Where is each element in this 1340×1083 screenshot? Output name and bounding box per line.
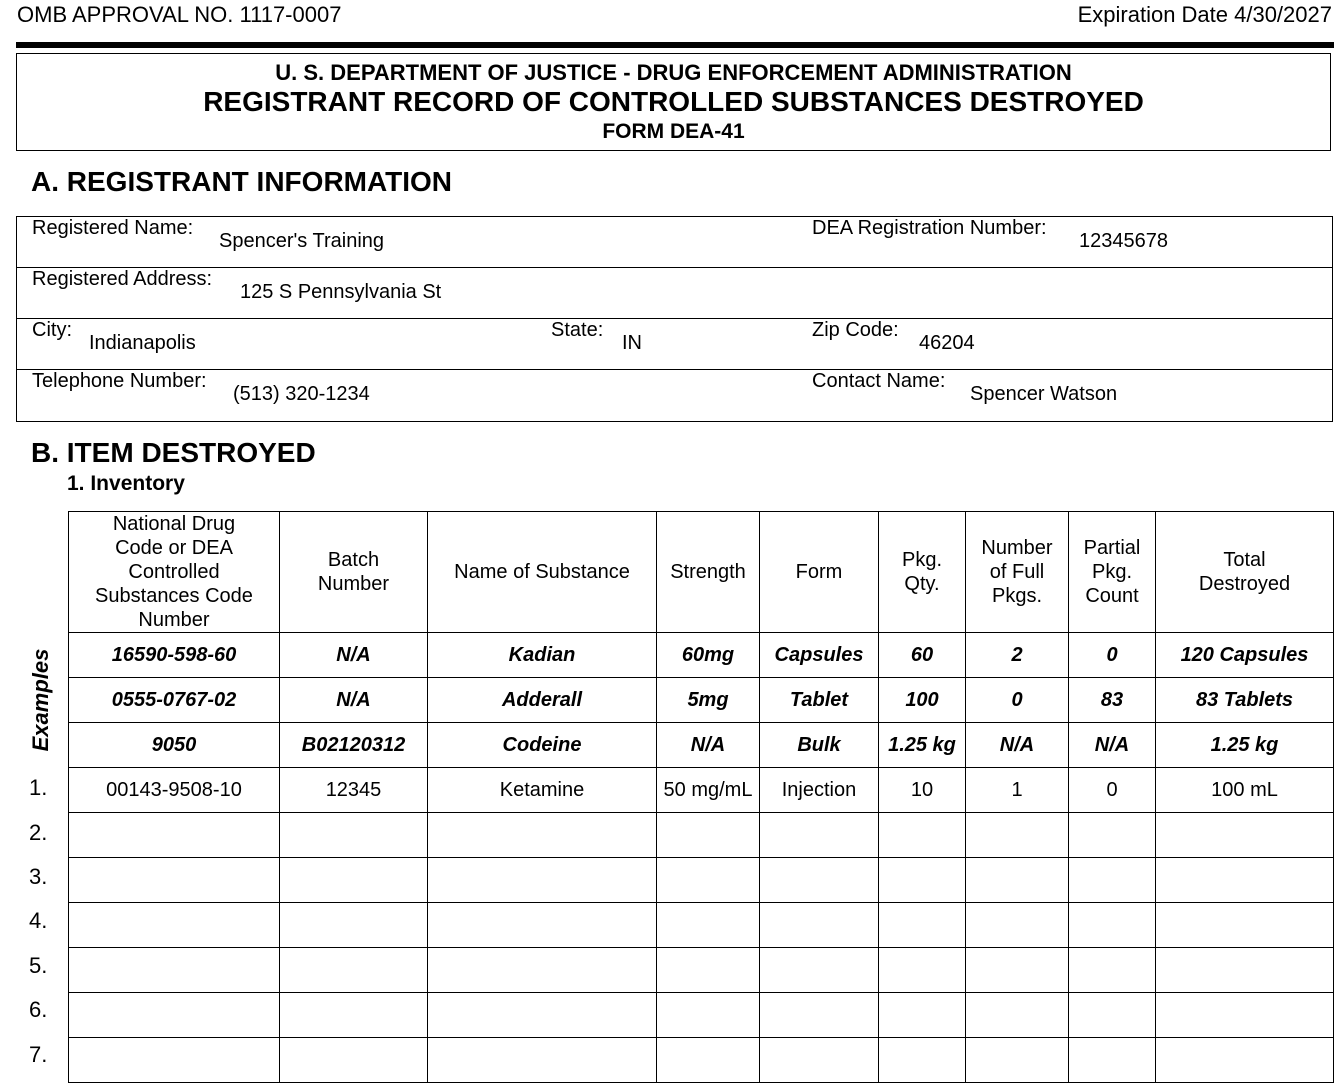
- cell-batch-number[interactable]: 12345: [280, 768, 428, 813]
- cell-full-pkgs[interactable]: [966, 993, 1069, 1038]
- cell-ndc-code[interactable]: [69, 813, 280, 858]
- cell-total-destroyed[interactable]: [1156, 813, 1334, 858]
- form-title-box: [16, 53, 1331, 151]
- cell-pkg-qty[interactable]: [879, 948, 966, 993]
- cell-pkg-qty[interactable]: [879, 903, 966, 948]
- cell-pkg-qty[interactable]: 10: [879, 768, 966, 813]
- state-label: State:: [551, 319, 604, 341]
- registered-address-label: Registered Address:: [32, 268, 213, 290]
- table-row: [69, 903, 1334, 948]
- telephone-label: Telephone Number:: [32, 370, 207, 392]
- cell-strength[interactable]: [657, 903, 760, 948]
- table-row: [69, 1038, 1334, 1083]
- city-field[interactable]: Indianapolis: [89, 332, 196, 354]
- row-number: 7.: [29, 1041, 48, 1067]
- cell-pkg-qty[interactable]: [879, 1038, 966, 1083]
- cell-strength[interactable]: [657, 1038, 760, 1083]
- cell-full-pkgs[interactable]: [966, 858, 1069, 903]
- inventory-header-row: [69, 512, 1334, 633]
- cell-total-destroyed[interactable]: [1156, 858, 1334, 903]
- contact-name-label: Contact Name:: [812, 370, 946, 392]
- example-row: [69, 633, 1334, 678]
- cell-form[interactable]: [760, 903, 879, 948]
- example-cell-substance-name: Kadian: [428, 633, 657, 678]
- example-cell-strength: 5mg: [657, 678, 760, 723]
- cell-full-pkgs[interactable]: [966, 813, 1069, 858]
- example-cell-substance-name: Codeine: [428, 723, 657, 768]
- cell-pkg-qty[interactable]: [879, 993, 966, 1038]
- registered-name-field[interactable]: Spencer's Training: [219, 230, 385, 252]
- cell-form[interactable]: Injection: [760, 768, 879, 813]
- cell-partial-pkg-count[interactable]: [1069, 858, 1156, 903]
- dea-number-label: DEA Registration Number:: [812, 217, 1047, 239]
- row-number: 5.: [29, 952, 48, 978]
- cell-form[interactable]: [760, 813, 879, 858]
- example-cell-form: Bulk: [760, 723, 879, 768]
- cell-pkg-qty[interactable]: [879, 858, 966, 903]
- registered-address-field[interactable]: 125 S Pennsylvania St: [240, 281, 442, 303]
- cell-strength[interactable]: [657, 813, 760, 858]
- registrant-row-contact: [17, 370, 1332, 421]
- dea-number-field[interactable]: 12345678: [1079, 230, 1168, 252]
- cell-full-pkgs[interactable]: [966, 1038, 1069, 1083]
- cell-substance-name[interactable]: [428, 903, 657, 948]
- cell-strength[interactable]: [657, 993, 760, 1038]
- table-row: [69, 768, 1334, 813]
- city-label: City:: [32, 319, 72, 341]
- form-number: FORM DEA-41: [602, 120, 745, 143]
- example-cell-partial-pkg-count: 0: [1069, 633, 1156, 678]
- cell-batch-number[interactable]: [280, 903, 428, 948]
- cell-substance-name[interactable]: Ketamine: [428, 768, 657, 813]
- example-cell-form: Tablet: [760, 678, 879, 723]
- row-number: 1.: [29, 775, 48, 801]
- section-a-heading: A. REGISTRANT INFORMATION: [31, 166, 453, 197]
- telephone-field[interactable]: (513) 320-1234: [233, 383, 370, 405]
- cell-substance-name[interactable]: [428, 858, 657, 903]
- example-cell-batch-number: B02120312: [280, 723, 428, 768]
- examples-label: Examples: [28, 648, 53, 752]
- example-cell-ndc-code: 9050: [69, 723, 280, 768]
- zip-field[interactable]: 46204: [919, 332, 975, 354]
- example-cell-total-destroyed: 83 Tablets: [1156, 678, 1334, 723]
- row-number: 4.: [29, 908, 48, 934]
- cell-full-pkgs[interactable]: 1: [966, 768, 1069, 813]
- cell-total-destroyed[interactable]: 100 mL: [1156, 768, 1334, 813]
- row-number: 6.: [29, 997, 48, 1023]
- cell-form[interactable]: [760, 948, 879, 993]
- cell-ndc-code[interactable]: 00143-9508-10: [69, 768, 280, 813]
- cell-substance-name[interactable]: [428, 813, 657, 858]
- cell-partial-pkg-count[interactable]: 0: [1069, 768, 1156, 813]
- cell-strength[interactable]: [657, 858, 760, 903]
- example-cell-ndc-code: 16590-598-60: [69, 633, 280, 678]
- cell-partial-pkg-count[interactable]: [1069, 993, 1156, 1038]
- example-row: [69, 678, 1334, 723]
- cell-partial-pkg-count[interactable]: [1069, 813, 1156, 858]
- inventory-subheading: 1. Inventory: [67, 472, 185, 495]
- cell-ndc-code[interactable]: [69, 993, 280, 1038]
- cell-strength[interactable]: 50 mg/mL: [657, 768, 760, 813]
- example-cell-strength: 60mg: [657, 633, 760, 678]
- example-cell-strength: N/A: [657, 723, 760, 768]
- cell-strength[interactable]: [657, 948, 760, 993]
- contact-name-field[interactable]: Spencer Watson: [970, 383, 1118, 405]
- table-row: [69, 948, 1334, 993]
- cell-ndc-code[interactable]: [69, 858, 280, 903]
- cell-batch-number[interactable]: [280, 858, 428, 903]
- col-ndc-code: National Drug Code or DEA Controlled Substances Code Number: [69, 512, 280, 633]
- cell-ndc-code[interactable]: [69, 1038, 280, 1083]
- example-cell-pkg-qty: 60: [879, 633, 966, 678]
- cell-pkg-qty[interactable]: [879, 813, 966, 858]
- registered-name-label: Registered Name:: [32, 217, 194, 239]
- row-number: 2.: [29, 819, 48, 845]
- example-cell-form: Capsules: [760, 633, 879, 678]
- row-number: 3.: [29, 864, 48, 889]
- registrant-row-name: [17, 217, 1332, 268]
- col-strength: Strength: [657, 512, 760, 633]
- state-field[interactable]: IN: [622, 332, 642, 354]
- omb-approval-number: OMB APPROVAL NO. 1117-0007: [17, 2, 342, 27]
- example-cell-batch-number: N/A: [280, 633, 428, 678]
- example-cell-partial-pkg-count: 83: [1069, 678, 1156, 723]
- example-cell-partial-pkg-count: N/A: [1069, 723, 1156, 768]
- example-cell-batch-number: N/A: [280, 678, 428, 723]
- expiration-date: Expiration Date 4/30/2027: [1077, 2, 1332, 27]
- col-total-destroyed: Total Destroyed: [1156, 512, 1334, 633]
- table-row: [69, 813, 1334, 858]
- example-cell-total-destroyed: 1.25 kg: [1156, 723, 1334, 768]
- example-cell-pkg-qty: 100: [879, 678, 966, 723]
- col-full-pkgs: Number of Full Pkgs.: [966, 512, 1069, 633]
- example-cell-pkg-qty: 1.25 kg: [879, 723, 966, 768]
- table-row: [69, 858, 1334, 903]
- cell-substance-name[interactable]: [428, 993, 657, 1038]
- cell-form[interactable]: [760, 993, 879, 1038]
- cell-substance-name[interactable]: [428, 1038, 657, 1083]
- inventory-table: [68, 511, 1334, 1083]
- cell-batch-number[interactable]: [280, 813, 428, 858]
- example-cell-substance-name: Adderall: [428, 678, 657, 723]
- registrant-info-box: [16, 216, 1333, 422]
- cell-batch-number[interactable]: [280, 948, 428, 993]
- example-cell-ndc-code: 0555-0767-02: [69, 678, 280, 723]
- cell-form[interactable]: [760, 858, 879, 903]
- registrant-row-location: [17, 319, 1332, 370]
- example-cell-full-pkgs: 2: [966, 633, 1069, 678]
- example-row: [69, 723, 1334, 768]
- form-title: REGISTRANT RECORD OF CONTROLLED SUBSTANCES DESTROYED: [203, 86, 1144, 117]
- col-substance-name: Name of Substance: [428, 512, 657, 633]
- cell-batch-number[interactable]: [280, 1038, 428, 1083]
- registrant-row-address: [17, 268, 1332, 319]
- cell-partial-pkg-count[interactable]: [1069, 948, 1156, 993]
- cell-ndc-code[interactable]: [69, 903, 280, 948]
- table-row: [69, 993, 1334, 1038]
- cell-total-destroyed[interactable]: [1156, 903, 1334, 948]
- section-b-heading: B. ITEM DESTROYED: [31, 437, 316, 468]
- agency-name: U. S. DEPARTMENT OF JUSTICE - DRUG ENFORCEMENT ADMINISTRATION: [275, 60, 1072, 85]
- cell-total-destroyed[interactable]: [1156, 948, 1334, 993]
- cell-total-destroyed[interactable]: [1156, 993, 1334, 1038]
- zip-label: Zip Code:: [812, 319, 899, 341]
- cell-partial-pkg-count[interactable]: [1069, 903, 1156, 948]
- cell-partial-pkg-count[interactable]: [1069, 1038, 1156, 1083]
- cell-full-pkgs[interactable]: [966, 903, 1069, 948]
- cell-batch-number[interactable]: [280, 993, 428, 1038]
- top-divider: [16, 42, 1334, 48]
- col-form: Form: [760, 512, 879, 633]
- col-partial-pkg-count: Partial Pkg. Count: [1069, 512, 1156, 633]
- example-cell-total-destroyed: 120 Capsules: [1156, 633, 1334, 678]
- cell-ndc-code[interactable]: [69, 948, 280, 993]
- col-pkg-qty: Pkg. Qty.: [879, 512, 966, 633]
- cell-substance-name[interactable]: [428, 948, 657, 993]
- cell-form[interactable]: [760, 1038, 879, 1083]
- cell-full-pkgs[interactable]: [966, 948, 1069, 993]
- col-batch-number: Batch Number: [280, 512, 428, 633]
- cell-total-destroyed[interactable]: [1156, 1038, 1334, 1083]
- example-cell-full-pkgs: N/A: [966, 723, 1069, 768]
- example-cell-full-pkgs: 0: [966, 678, 1069, 723]
